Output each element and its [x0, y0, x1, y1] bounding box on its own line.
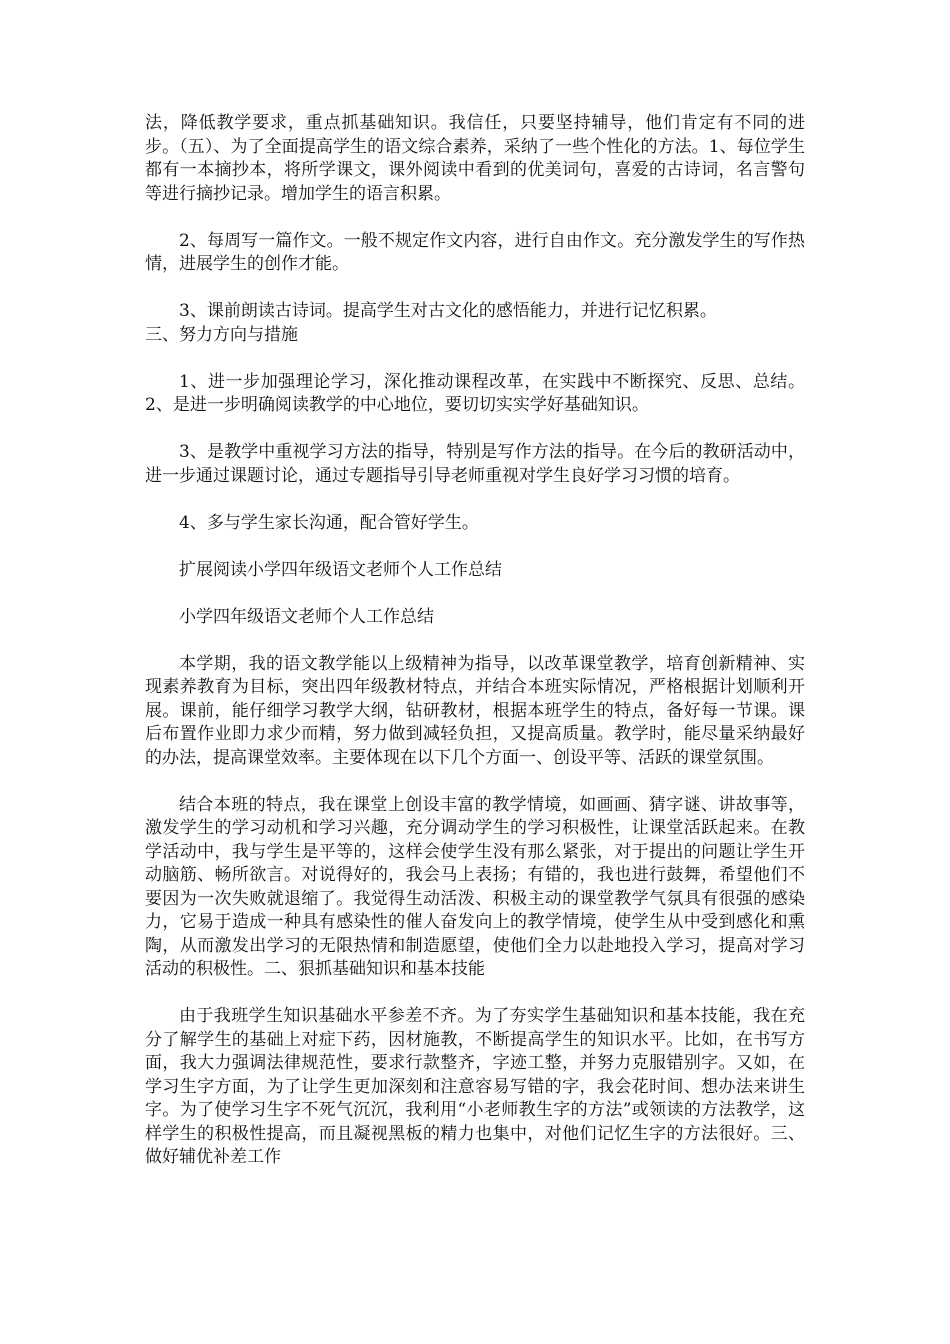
paragraph-semester-overview: 本学期，我的语文教学能以上级精神为指导，以改革课堂教学，培育创新精神、实现素养教育为目标，突出四年级教材特点，并结合本班实际情况，严格根据计划顺利开展。课前，能仔细学习教学大纲，钻研教材，根据本班学生的特点，备好每一节课。课后布置作业即力求少而精，努力做到减轻负担，又提高质量。教学时，能尽量采纳最好的办法，提高课堂效率。主要体现在以下几个方面一、创设平等、活跃的课堂氛围。 [145, 653, 805, 768]
paragraph-parent-communication: 4、多与学生家长沟通，配合管好学生。 [179, 512, 479, 533]
paragraph-intro-continuation: 法，降低教学要求，重点抓基础知识。我信任，只要坚持辅导，他们肯定有不同的进步。（五）、为了全面提高学生的语文综合素养，采纳了一些个性化的方法。1、每位学生都有一本摘抄本，将所学课文，课外阅读中看到的优美词句，喜爱的古诗词，名言警句等进行摘抄记录。增加学生的语言积累。 [145, 113, 805, 204]
extended-reading-title: 扩展阅读小学四年级语文老师个人工作总结 [179, 559, 502, 580]
paragraph-method-guidance: 3、是教学中重视学习方法的指导，特别是写作方法的指导。在今后的教研活动中，进一步通过课题讨论，通过专题指导引导老师重视对学生良好学习习惯的培育。 [145, 442, 805, 486]
paragraph-classroom-atmosphere: 结合本班的特点，我在课堂上创设丰富的教学情境，如画画、猜字谜、讲故事等，激发学生的学习动机和学习兴趣，充分调动学生的学习积极性，让课堂活跃起来。在教学活动中，我与学生是平等的，这样会使学生没有那么紧张，对于提出的问题让学生开动脑筋、畅所欲言。对说得好的，我会马上表扬；有错的，我也进行鼓舞，希望他们不要因为一次失败就退缩了。我觉得生动活泼、积极主动的课堂教学气氛具有很强的感染力，它易于造成一种具有感染性的催人奋发向上的教学情境，使学生从中受到感化和熏陶，从而激发出学习的无限热情和制造愿望，使他们全力以赴地投入学习，提高对学习活动的积极性。二、狠抓基础知识和基本技能 [145, 794, 805, 979]
paragraph-weekly-essay: 2、每周写一篇作文。一般不规定作文内容，进行自由作文。充分激发学生的写作热情，进展学生的创作才能。 [145, 230, 805, 274]
paragraph-basic-skills: 由于我班学生知识基础水平参差不齐。为了夯实学生基础知识和基本技能，我在充分了解学生的基础上对症下药，因材施教，不断提高学生的知识水平。比如，在书写方面，我大力强调法律规范性，要求行款整齐，字迹工整，并努力克服错别字。又如，在学习生字方面，为了让学生更加深刻和注意容易写错的字，我会花时间、想办法来讲生字。为了使学习生字不死气沉沉，我利用“小老师教生字的方法”或领读的方法教学，这样学生的积极性提高，而且凝视黑板的精力也集中，对他们记忆生字的方法很好。三、做好辅优补差工作 [145, 1006, 805, 1167]
paragraph-poetry-reading: 3、课前朗读古诗词。提高学生对古文化的感悟能力，并进行记忆积累。 [179, 301, 717, 321]
document-page [145, 112, 805, 1193]
paragraph-theory-study: 1、进一步加强理论学习，深化推动课程改革，在实践中不断探究、反思、总结。2、是进一步明确阅读教学的中心地位，要切切实实学好基础知识。 [145, 371, 805, 415]
summary-title: 小学四年级语文老师个人工作总结 [179, 606, 434, 627]
section-heading-direction: 三、努力方向与措施 [145, 324, 298, 345]
